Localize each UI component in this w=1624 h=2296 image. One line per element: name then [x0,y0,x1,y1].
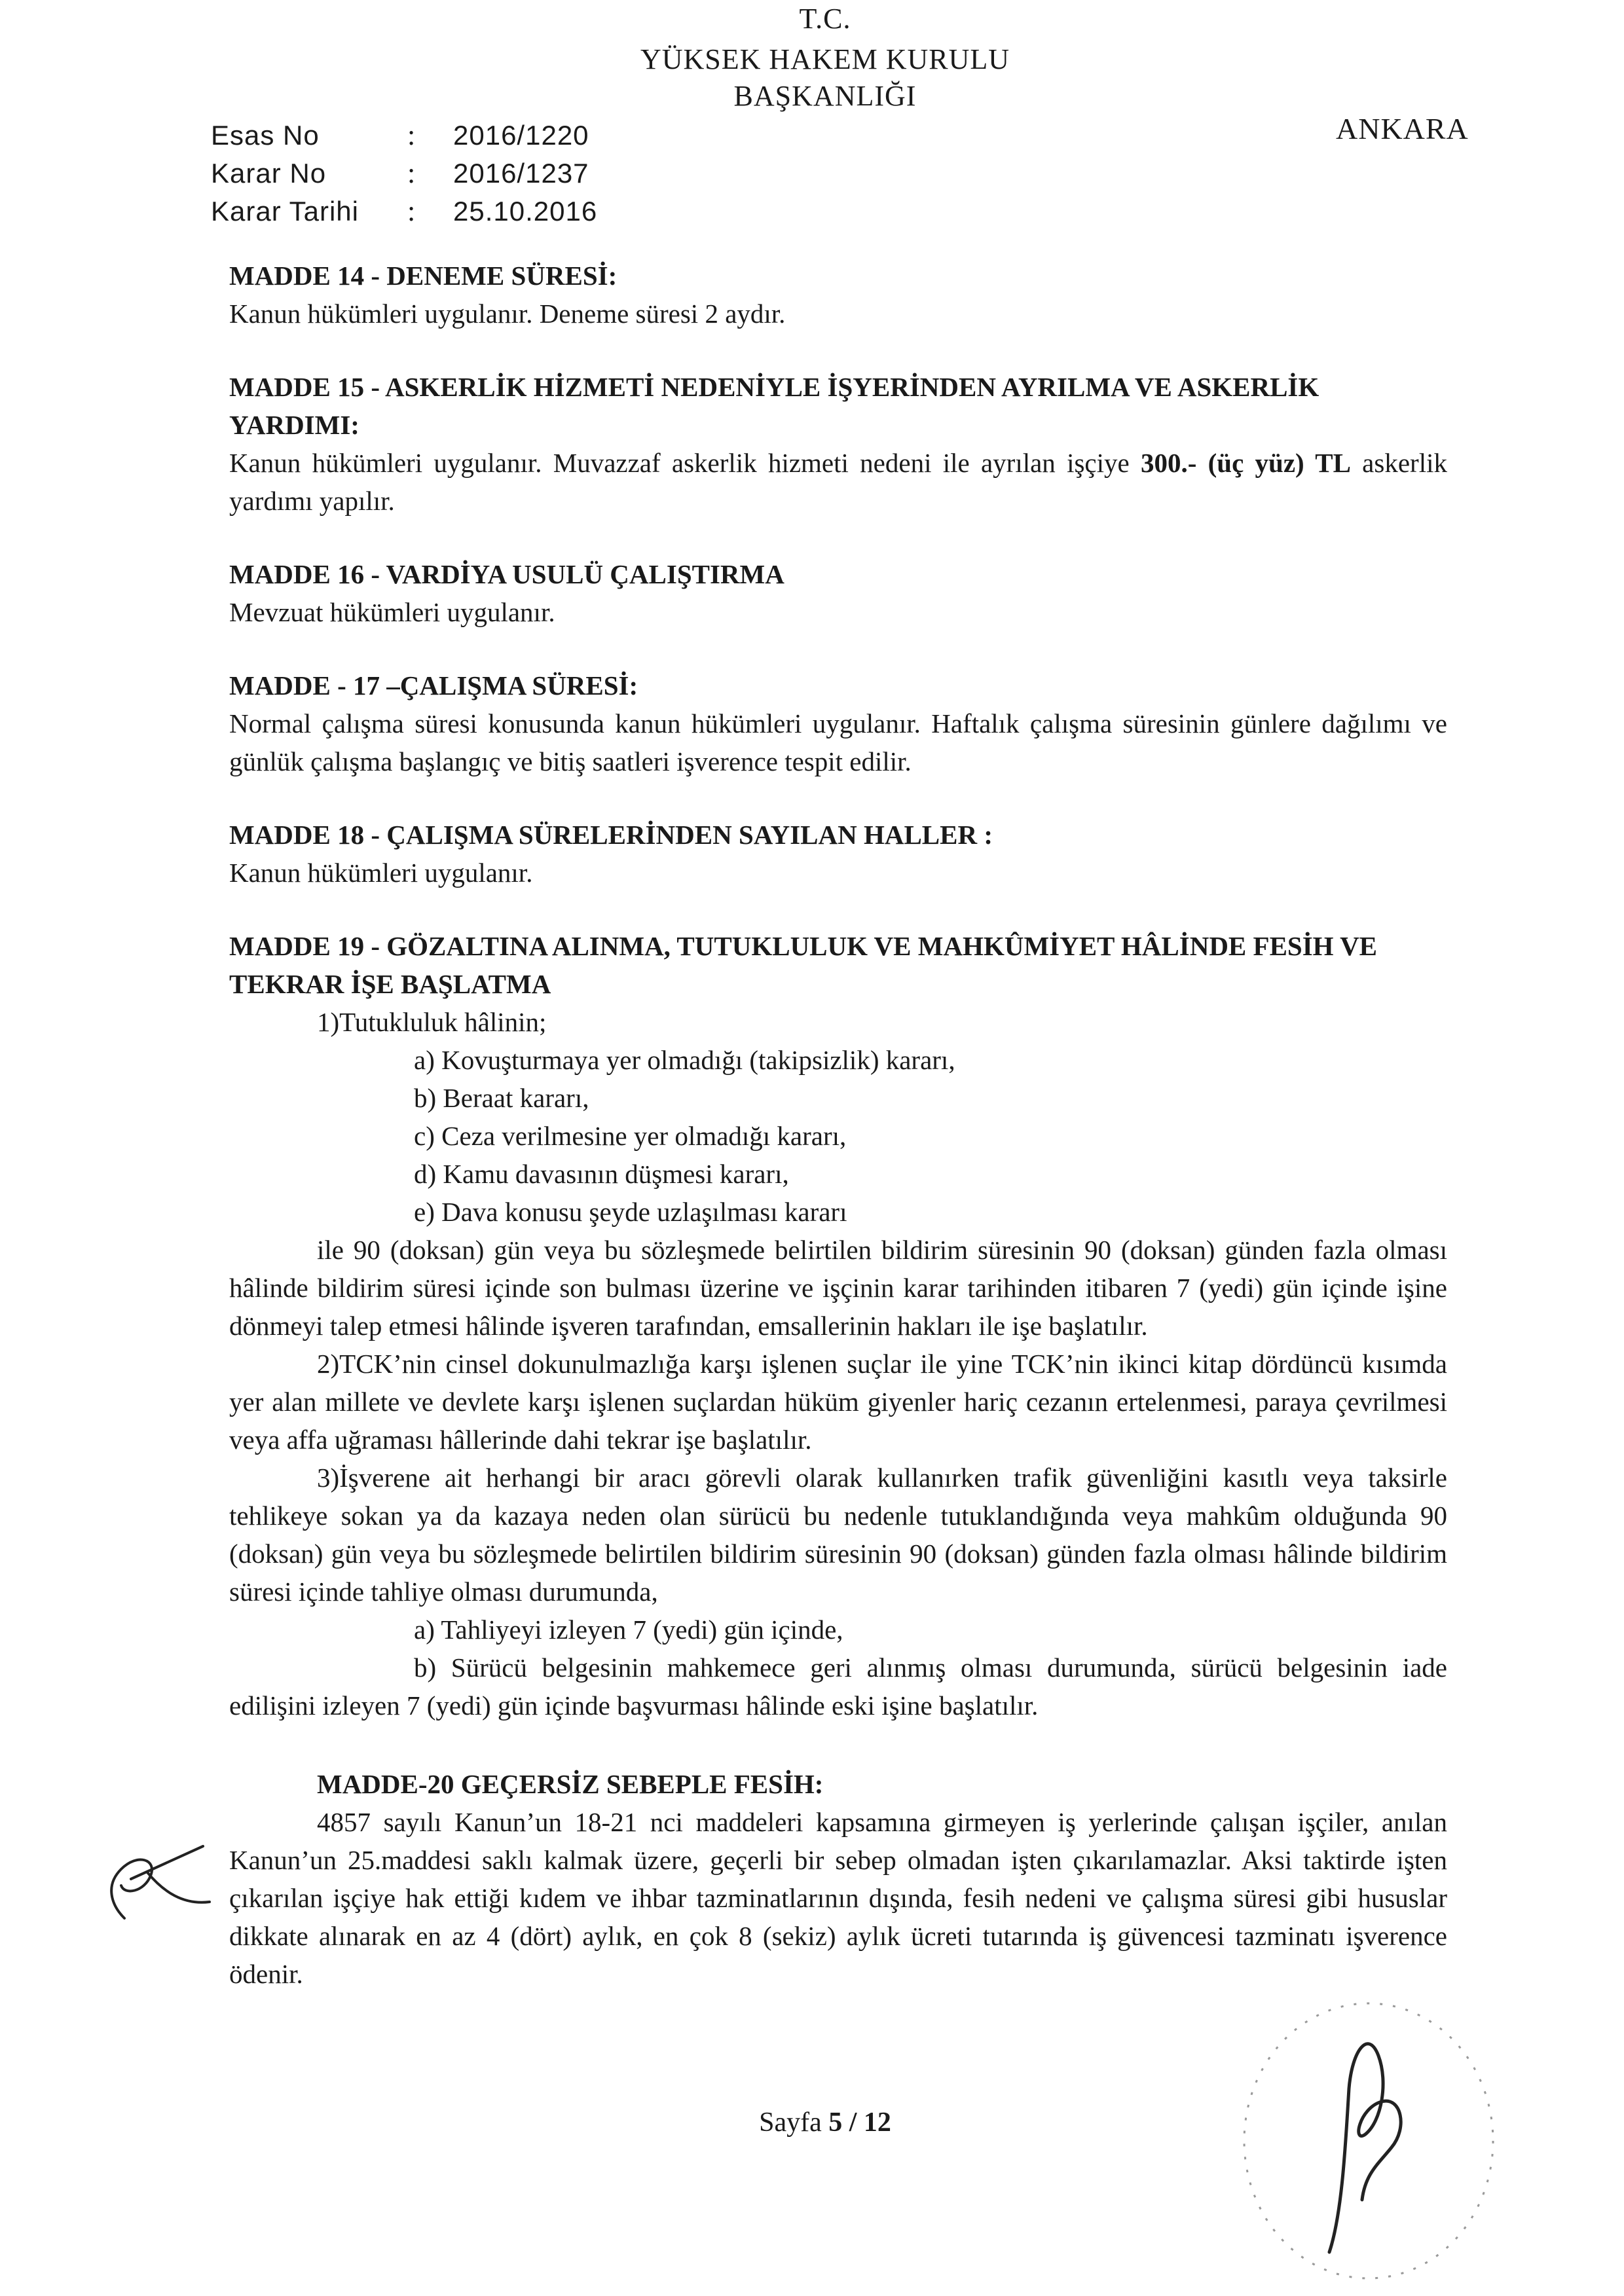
list-item: d) Kamu davasının düşmesi kararı, [414,1159,789,1189]
article-16 [229,555,1447,631]
meta-colon: : [407,157,416,189]
paragraph-3: 3)İşverene ait herhangi bir aracı görevli olarak kullanırken trafik güvenliğini kasıtlı veya taksirle tehlikeye sokan ya da kazaya neden olan sürücü bu nedenle tutuklandığında veya mahkûm olduğunda 90 (doksan) gün veya bu sözleşmede belirtilen bildirim süresinin 90 (doksan) günden fazla olması hâlinde bildirim süresi içinde tahliye olması durumunda, [229,1463,1447,1607]
article-15 [229,368,1447,520]
article-14 [229,257,1447,333]
article-title: MADDE - 17 –ÇALIŞMA SÜRESİ: [229,670,638,701]
page-number: 5 / 12 [828,2107,891,2138]
article-title: MADDE 19 - GÖZALTINA ALINMA, TUTUKLULUK VE MAHKÛMİYET HÂLİNDE FESİH VE TEKRAR İŞE BAŞLATMA [229,931,1378,999]
header-tc: T.C. [799,3,851,35]
list-item: e) Dava konusu şeyde uzlaşılması kararı [414,1197,847,1227]
article-title: MADDE-20 GEÇERSİZ SEBEPLE FESİH: [317,1769,824,1799]
meta-colon: : [407,119,416,151]
document-body [229,257,1447,1993]
text-part: askerlik yardımı yapılır. [229,448,1447,516]
margin-initials-icon [85,1833,216,1931]
article-text: Normal çalışma süresi konusunda kanun hükümleri uygulanır. Haftalık çalışma süresinin günlere dağılımı ve günlük çalışma başlangıç ve bitiş saatleri işverence tespit edilir. [229,708,1447,776]
article-19 [229,927,1447,1724]
header-organization: YÜKSEK HAKEM KURULU [640,43,1010,75]
meta-row-karar [211,155,597,192]
article-title: MADDE 15 - ASKERLİK HİZMETİ NEDENİYLE İŞYERİNDEN AYRILMA VE ASKERLİK YARDIMI: [229,372,1320,440]
article-title: MADDE 14 - DENEME SÜRESİ: [229,261,618,291]
page-label: Sayfa [759,2107,829,2138]
meta-value: 2016/1220 [453,120,589,151]
paragraph-3-item-b: b) Sürücü belgesinin mahkemece geri alınmış olması durumunda, sürücü belgesinin iade edilişini izleyen 7 (yedi) gün içinde başvurması hâlinde eski işine başlatılır. [229,1652,1447,1721]
article-text: 4857 sayılı Kanun’un 18-21 nci maddeleri kapsamına girmeyen iş yerlerinde çalışan işçiler, anılan Kanun’un 25.maddesi saklı kalmak üzere, geçerli bir sebep olmadan işten çıkarılamazlar. Aksi taktirde işten çıkarılan işçiye hak ettiği kıdem ve ihbar tazminatlarının dışında, fesih nedeni ve çalışma süresi gibi hususlar dikkate alınarak en az 4 (dört) aylık, en çok 8 (sekiz) aylık ücreti tutarında iş güvencesi tazminatı işverence ödenir. [229,1807,1447,1989]
meta-value: 2016/1237 [453,158,589,189]
article-text: Mevzuat hükümleri uygulanır. [229,597,555,627]
article-title: MADDE 16 - VARDİYA USULÜ ÇALIŞTIRMA [229,559,784,589]
paragraph-3-item-a: a) Tahliyeyi izleyen 7 (yedi) gün içinde, [414,1614,843,1645]
article-title: MADDE 18 - ÇALIŞMA SÜRELERİNDEN SAYILAN HALLER : [229,820,993,850]
meta-row-esas [211,117,597,155]
paragraph-2: 2)TCK’nin cinsel dokunulmazlığa karşı işlenen suçlar ile yine TCK’nin ikinci kitap dördüncü kısımda yer alan millete ve devlete karşı işlenen suçlardan hüküm giyenler hariç cezanın ertelenmesi, paraya çevrilmesi veya affa uğraması hâllerinde dahi tekrar işe başlatılır. [229,1349,1447,1455]
meta-colon: : [407,195,416,227]
meta-label: Karar Tarihi [211,196,359,227]
list-item: c) Ceza verilmesine yer olmadığı kararı, [414,1121,847,1151]
text-part: Kanun hükümleri uygulanır. Muvazzaf askerlik hizmeti nedeni ile ayrılan işçiye [229,448,1141,478]
paragraph-1-intro: 1)Tutukluluk hâlinin; [317,1007,547,1037]
article-20 [229,1765,1447,1993]
article-18 [229,816,1447,892]
article-text: Kanun hükümleri uygulanır. [229,858,533,888]
paragraph-1-text: ile 90 (doksan) gün veya bu sözleşmede belirtilen bildirim süresinin 90 (doksan) günden fazla olması hâlinde bildirim süresi içinde son bulması üzerine ve işçinin karar tarihinden itibaren 7 (yedi) gün içinde işine dönmeyi talep etmesi hâlinde işveren tarafından, emsallerinin hakları ile işe başlatılır. [229,1235,1447,1341]
list-item: a) Kovuşturmaya yer olmadığı (takipsizlik) kararı, [414,1045,955,1075]
article-text [229,444,1447,520]
meta-label: Karar No [211,158,327,189]
amount-bold: 300.- (üç yüz) TL [1140,448,1351,478]
article-17 [229,666,1447,780]
header-city: ANKARA [1336,112,1469,145]
signature-stamp-icon [1231,1977,1506,2291]
header-presidency: BAŞKANLIĞI [733,80,917,112]
meta-value: 25.10.2016 [453,196,598,227]
list-item: b) Beraat kararı, [414,1083,589,1113]
meta-row-tarih [211,192,597,230]
article-text: Kanun hükümleri uygulanır. Deneme süresi 2 aydır. [229,299,786,329]
case-meta [211,117,597,230]
meta-label: Esas No [211,120,320,151]
